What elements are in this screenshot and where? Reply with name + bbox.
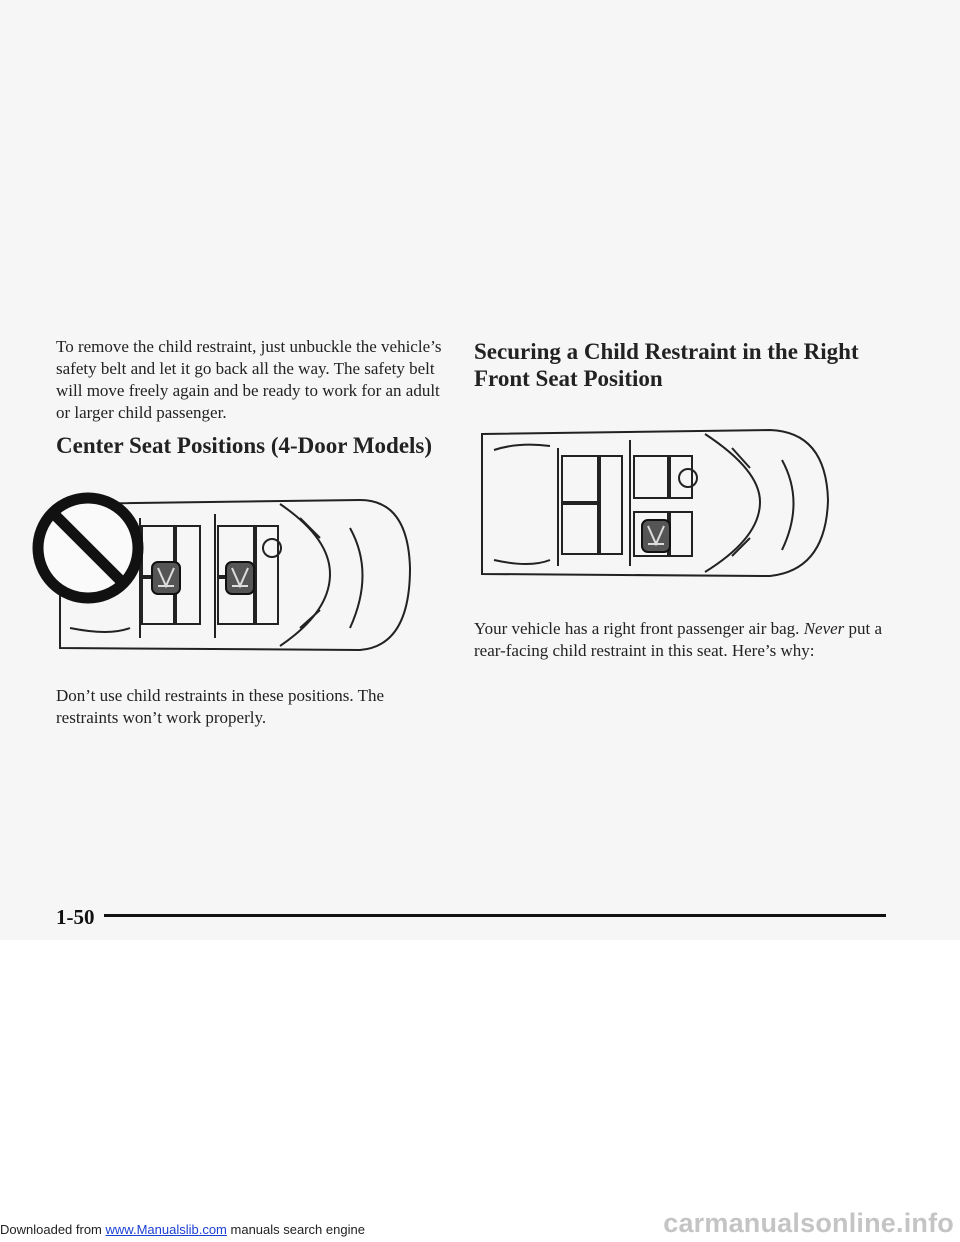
center-seat-diagram bbox=[30, 478, 420, 668]
right-front-seat-heading: Securing a Child Restraint in the Right Front Seat Position bbox=[474, 339, 859, 391]
banner-suffix: manuals search engine bbox=[230, 1222, 365, 1237]
download-banner bbox=[0, 1222, 365, 1237]
intro-text: To remove the child restraint, just unbuckle the vehicle’s safety belt and let it go back all the way. The safety belt will move freely again and be ready to work for an adult or larger child passenger. bbox=[56, 337, 442, 422]
airbag-caption-text bbox=[474, 618, 894, 662]
center-seat-caption-text: Don’t use child restraints in these positions. The restraints won’t work properly. bbox=[56, 686, 384, 727]
airbag-caption-part2: put a rear-facing child restraint in this seat. Here’s why: bbox=[474, 619, 883, 660]
right-front-seat-diagram bbox=[470, 420, 840, 588]
airbag-caption-part1: Your vehicle has a right front passenger air bag. bbox=[474, 619, 800, 638]
airbag-caption bbox=[474, 618, 894, 662]
watermark: carmanualsonline.info bbox=[663, 1208, 954, 1238]
prohibition-icon bbox=[38, 498, 138, 598]
center-seat-caption bbox=[56, 685, 448, 729]
child-seat-icon-2 bbox=[226, 562, 254, 594]
never-emphasis: Never bbox=[803, 619, 845, 638]
center-seat-heading: Center Seat Positions (4-Door Models) bbox=[56, 433, 433, 458]
manualslib-link[interactable]: www.Manualslib.com bbox=[105, 1222, 227, 1237]
page-number: 1-50 bbox=[56, 905, 95, 929]
intro-paragraph bbox=[56, 336, 448, 424]
banner-prefix: Downloaded from bbox=[0, 1222, 102, 1237]
child-seat-icon-front bbox=[642, 520, 670, 552]
footer-rule bbox=[104, 914, 886, 917]
child-seat-icon-1 bbox=[152, 562, 180, 594]
